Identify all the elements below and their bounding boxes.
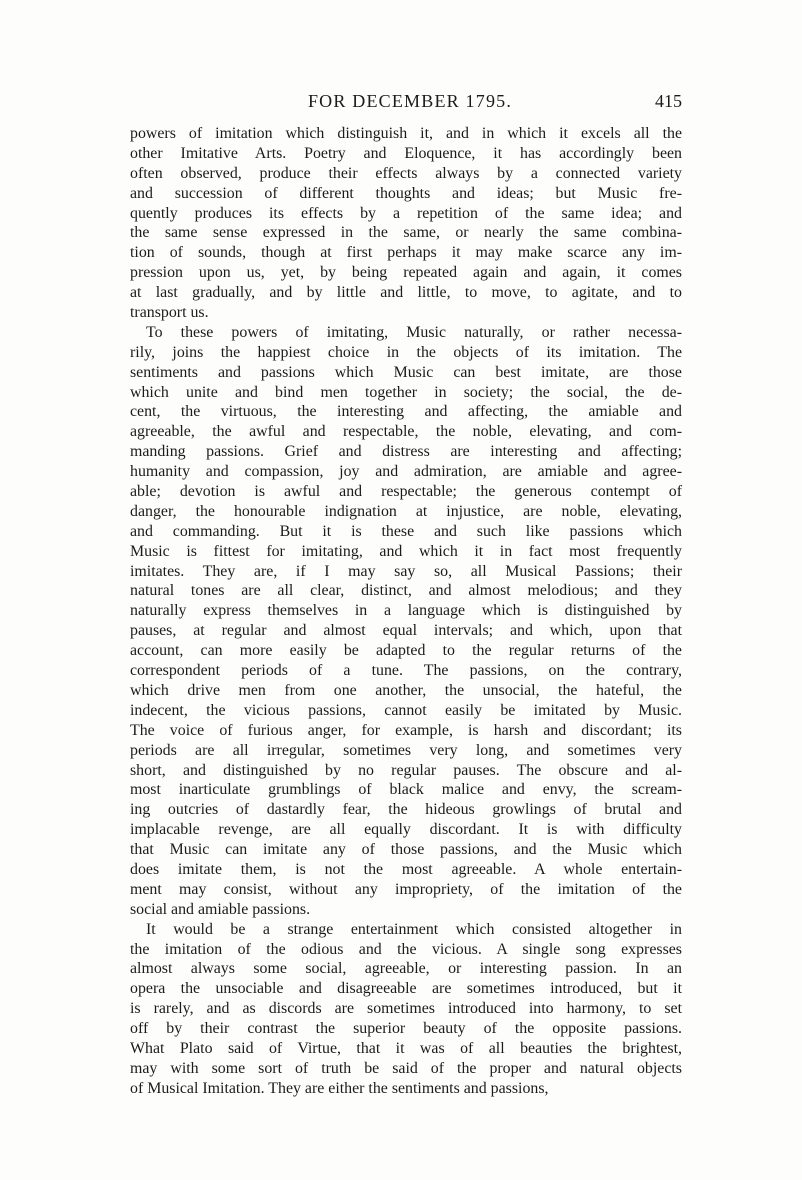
- text-line: of Musical Imitation. They are either the sentiments and passions,: [130, 1079, 549, 1097]
- text-line: imitates. They are, if I may say so, all Musical Passions; their: [130, 562, 682, 580]
- text-line: indecent, the vicious passions, cannot easily be imitated by Music.: [130, 701, 682, 719]
- text-line: able; devotion is awful and respectable; the generous contempt of: [130, 483, 682, 501]
- body-text: [130, 124, 682, 1099]
- text-line: sentiments and passions which Music can best imitate, are those: [130, 363, 682, 381]
- text-line: What Plato said of Virtue, that it was of all beauties the brightest,: [130, 1039, 682, 1057]
- text-line: opera the unsociable and disagreeable are sometimes introduced, but it: [130, 980, 682, 998]
- text-line: often observed, produce their effects always by a connected variety: [130, 164, 682, 182]
- text-line: may with some sort of truth be said of the proper and natural objects: [130, 1059, 682, 1077]
- paragraph: [130, 124, 682, 323]
- text-line: Music is fittest for imitating, and which it in fact most frequently: [130, 542, 682, 560]
- text-line: implacable revenge, are all equally discordant. It is with difficulty: [130, 821, 682, 839]
- text-line: powers of imitation which distinguish it, and in which it excels all the: [130, 125, 682, 142]
- text-line: rily, joins the happiest choice in the objects of its imitation. The: [130, 343, 682, 361]
- text-line: danger, the honourable indignation at injustice, are noble, elevating,: [130, 502, 682, 520]
- text-line: correspondent periods of a tune. The passions, on the contrary,: [130, 662, 682, 680]
- text-line: other Imitative Arts. Poetry and Eloquence, it has accordingly been: [130, 144, 682, 162]
- text-line: does imitate them, is not the most agreeable. A whole entertain-: [130, 860, 682, 878]
- text-line: humanity and compassion, joy and admiration, are amiable and agree-: [130, 463, 682, 481]
- text-line: pauses, at regular and almost equal intervals; and which, upon that: [130, 622, 682, 640]
- text-line: naturally express themselves in a language which is distinguished by: [130, 602, 682, 620]
- text-line: which drive men from one another, the unsocial, the hateful, the: [130, 681, 682, 699]
- text-line: is rarely, and as discords are sometimes introduced into harmony, to set: [130, 1000, 682, 1018]
- text-line: cent, the virtuous, the interesting and affecting, the amiable and: [130, 403, 682, 421]
- text-line: and succession of different thoughts and ideas; but Music fre-: [130, 184, 682, 202]
- text-line: periods are all irregular, sometimes very long, and sometimes very: [130, 741, 682, 759]
- paragraph: [130, 920, 682, 1099]
- text-line: off by their contrast the superior beauty of the opposite passions.: [130, 1020, 682, 1038]
- text-line: The voice of furious anger, for example, is harsh and discordant; its: [130, 721, 682, 739]
- page-number: 415: [655, 91, 682, 111]
- text-line: To these powers of imitating, Music naturally, or rather necessa-: [146, 323, 682, 341]
- text-line: short, and distinguished by no regular pauses. The obscure and al-: [130, 761, 682, 779]
- text-line: which unite and bind men together in society; the social, the de-: [130, 383, 682, 401]
- text-line: manding passions. Grief and distress are interesting and affecting;: [130, 443, 682, 461]
- text-line: the same sense expressed in the same, or nearly the same combina-: [130, 224, 682, 242]
- text-line: at last gradually, and by little and little, to move, to agitate, and to: [130, 284, 682, 302]
- text-line: transport us.: [130, 304, 209, 322]
- text-line: the imitation of the odious and the vicious. A single song expresses: [130, 940, 682, 958]
- text-line: most inarticulate grumblings of black malice and envy, the scream-: [130, 781, 682, 799]
- text-line: agreeable, the awful and respectable, the noble, elevating, and com-: [130, 423, 682, 441]
- text-line: tion of sounds, though at first perhaps it may make scarce any im-: [130, 244, 682, 262]
- text-line: natural tones are all clear, distinct, and almost melodious; and they: [130, 582, 682, 600]
- text-line: and commanding. But it is these and such like passions which: [130, 522, 682, 540]
- text-line: social and amiable passions.: [130, 900, 311, 918]
- text-line: It would be a strange entertainment which consisted altogether in: [146, 920, 682, 938]
- running-title: FOR DECEMBER 1795.: [307, 91, 513, 111]
- text-line: pression upon us, yet, by being repeated again and again, it comes: [130, 264, 682, 282]
- paragraph: [130, 323, 682, 920]
- text-line: almost always some social, agreeable, or interesting passion. In an: [130, 960, 682, 978]
- text-line: ing outcries of dastardly fear, the hideous growlings of brutal and: [130, 801, 682, 819]
- text-line: that Music can imitate any of those passions, and the Music which: [130, 841, 682, 859]
- text-line: account, can more easily be adapted to the regular returns of the: [130, 642, 682, 660]
- text-line: quently produces its effects by a repetition of the same idea; and: [130, 204, 682, 222]
- running-head: [138, 86, 682, 116]
- text-line: ment may consist, without any impropriety, of the imitation of the: [130, 880, 682, 898]
